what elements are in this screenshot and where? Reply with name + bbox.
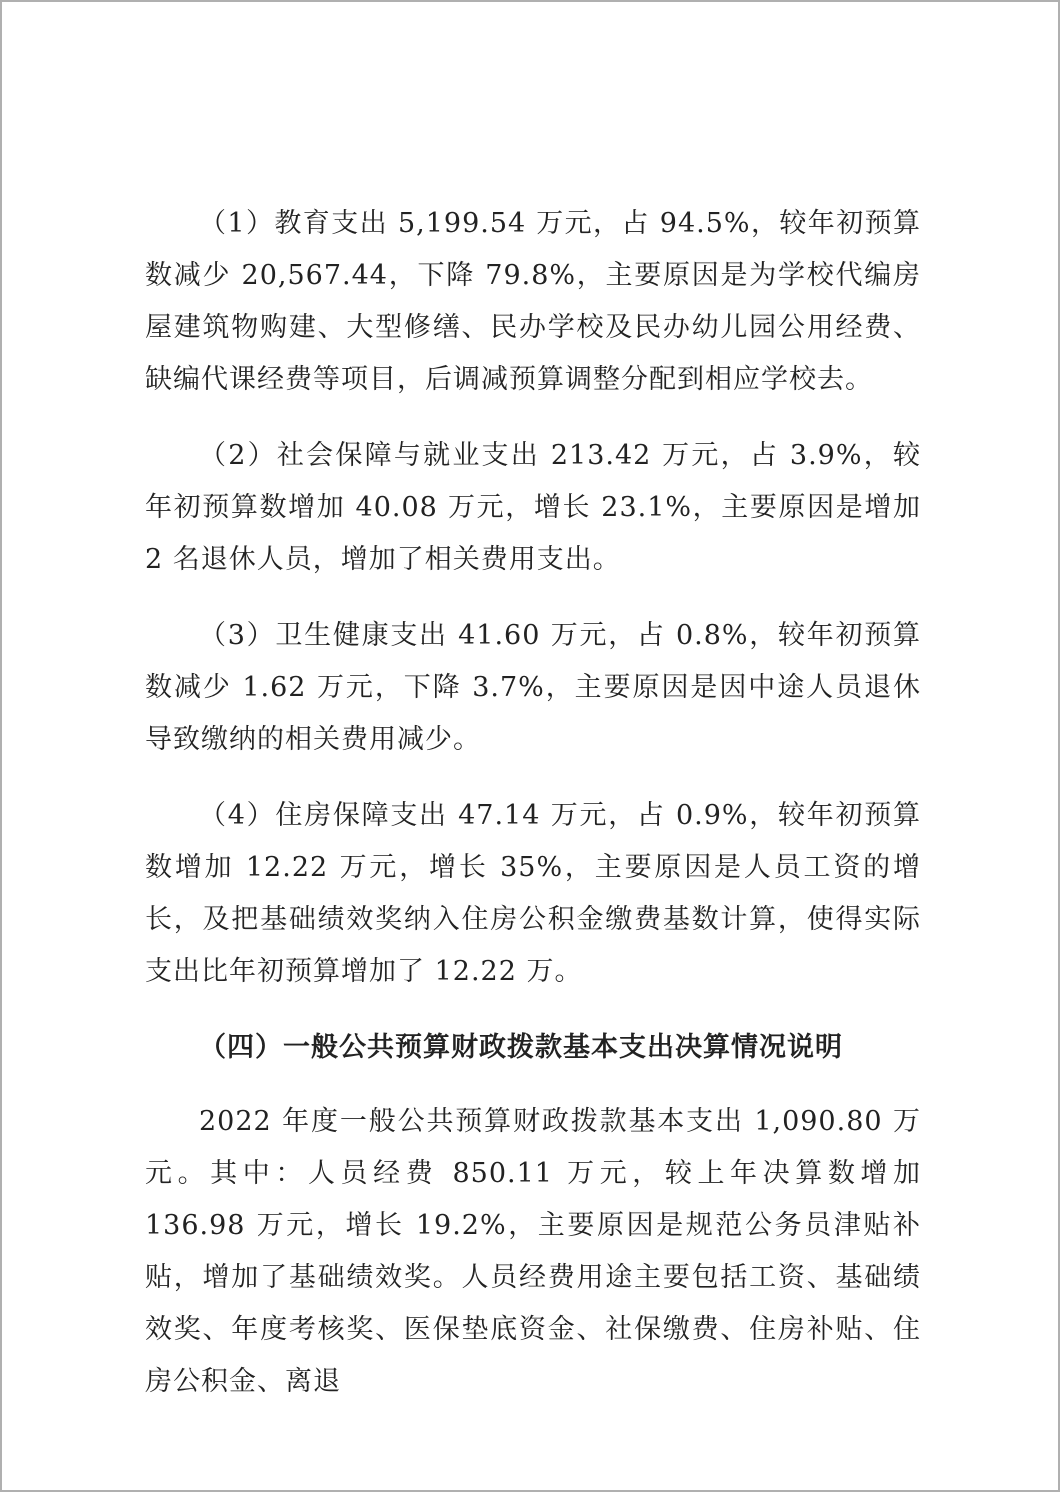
paragraph-social-security-expenditure: （2）社会保障与就业支出 213.42 万元，占 3.9%，较年初预算数增加 40.08 万元，增长 23.1%，主要原因是增加 2 名退休人员，增加了相关费用支出。 — [145, 440, 921, 575]
paragraph-education-expenditure: （1）教育支出 5,199.54 万元，占 94.5%，较年初预算数减少 20,567.44，下降 79.8%，主要原因是为学校代编房屋建筑物购建、大型修缮、民办学校及民办幼儿园公用经费、缺编代课经费等项目，后调减预算调整分配到相应学校去。 — [145, 208, 921, 395]
paragraph-basic-expenditure: 2022 年度一般公共预算财政拨款基本支出 1,090.80 万元。其中：人员经费 850.11 万元，较上年决算数增加 136.98 万元，增长 19.2%，主要原因是规范公务员津贴补贴，增加了基础绩效奖。人员经费用途主要包括工资、基础绩效奖、年度考核奖、医保垫底资金、社保缴费、住房补贴、住房公积金、离退 — [145, 1106, 921, 1397]
paragraph-health-expenditure: （3）卫生健康支出 41.60 万元，占 0.8%，较年初预算数减少 1.62 万元，下降 3.7%，主要原因是因中途人员退休导致缴纳的相关费用减少。 — [145, 620, 921, 755]
paragraph-housing-expenditure: （4）住房保障支出 47.14 万元，占 0.9%，较年初预算数增加 12.22 万元，增长 35%，主要原因是人员工资的增长，及把基础绩效奖纳入住房公积金缴费基数计算，使得实际支出比年初预算增加了 12.22 万。 — [145, 800, 921, 987]
document-body — [145, 198, 921, 1408]
section-heading: （四）一般公共预算财政拨款基本支出决算情况说明 — [199, 1032, 843, 1063]
